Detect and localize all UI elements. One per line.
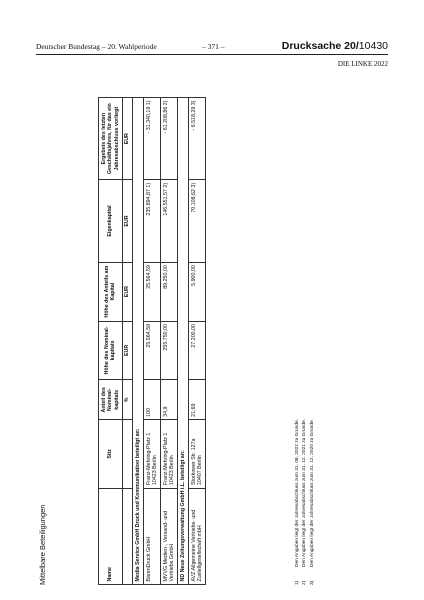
col-header-name: Name (99, 488, 123, 584)
footnote-marker: 2) (302, 580, 308, 585)
unit-cell-sitz (122, 420, 133, 488)
footnote-text: Den Angaben liegt der Jahresabschluss zum 31. 08. 2022 zu Grunde. (295, 419, 300, 567)
footnote-text: Den Angaben liegt der Jahresabschluss zum 31. 12. 2021 zu Grunde. (302, 419, 308, 567)
footnote-marker: 1) (295, 580, 300, 585)
cell-sitz: Franz-Mehring-Platz 1 10423 Berlin (144, 420, 161, 488)
cell-sitz: Franz-Mehring-Platz 1 10423 Berlin (161, 420, 178, 488)
cell-hoehe-nominal: 255.750,00 (161, 321, 178, 380)
unit-anteil: % (122, 380, 133, 420)
cell-anteil: 34,9 (161, 380, 178, 420)
group-label: Media Service GmbH Druck und Kommunikation beteiligt an: (133, 98, 144, 585)
cell-name: MVVG Medien-, Versand- und Vertriebs GmbH (161, 488, 178, 584)
cell-hoehe-nominal: 27.200,00 (189, 321, 206, 380)
cell-ergebnis: - 61.208,86 2) (161, 98, 178, 180)
cell-name: AVZ Allgemeine Vertriebs- und Zustellgesellschaft mbH (189, 488, 206, 584)
cell-hoehe-anteil: 5.900,00 (189, 262, 206, 321)
cell-hoehe-anteil: 25.564,59 (144, 262, 161, 321)
header-rule (36, 54, 388, 55)
rotated-content (36, 85, 336, 585)
footnote (294, 419, 301, 585)
col-header-ergebnis: Ergebnis des letzten Geschäftsjahres, für das ein Jahresabschluss vorliegt (99, 98, 123, 180)
units-row (122, 98, 133, 585)
cell-eigenkapital: 146.551,57 2) (161, 180, 178, 262)
page-header (36, 42, 388, 54)
cell-sitz: Storkower Str. 127a 10407 Berlin (189, 420, 206, 488)
footnote-marker: 3) (309, 580, 315, 585)
cell-hoehe-nominal: 25.564,59 (144, 321, 161, 380)
cell-ergebnis: - 6.518,29 3) (189, 98, 206, 180)
document-number (282, 40, 388, 52)
section-title: Mittelbare Beteiligungen (38, 504, 47, 585)
publication-title: Deutscher Bundestag – 20. Wahlperiode (36, 42, 157, 51)
group-row (133, 98, 144, 585)
table-row (189, 98, 206, 585)
unit-hoehe-anteil: EUR (122, 262, 133, 321)
footnote-text: Den Angaben liegt der Jahresabschluss zum 31. 12. 2020 zu Grunde. (309, 419, 315, 567)
holdings-table (98, 97, 206, 585)
col-header-sitz: Sitz (99, 420, 123, 488)
col-header-hoehe-nominal: Höhe des Nominal-kapitals (99, 321, 123, 380)
cell-name: BärenDruck GmbH (144, 488, 161, 584)
unit-ergebnis: EUR (122, 98, 133, 180)
footnotes (294, 419, 316, 585)
cell-anteil: 21,69 (189, 380, 206, 420)
table-row (161, 98, 178, 585)
document-number-value: 10430 (358, 40, 388, 52)
footnote (309, 419, 316, 585)
group-label: ND Neue Zeitungsverwaltung GmbH i.L. beteiligt an: (178, 98, 189, 585)
header-row (99, 98, 123, 585)
unit-hoehe-nominal: EUR (122, 321, 133, 380)
group-row (178, 98, 189, 585)
cell-hoehe-anteil: 89.250,00 (161, 262, 178, 321)
cell-anteil: 100 (144, 380, 161, 420)
document-number-label: Drucksache 20/ (281, 40, 359, 52)
table-row (144, 98, 161, 585)
page-number: – 371 – (202, 42, 225, 51)
col-header-anteil: Anteil des Nominal-kapitals (99, 380, 123, 420)
cell-ergebnis: - 31.340,19 1) (144, 98, 161, 180)
footnote (301, 419, 308, 585)
party-subheader: DIE LINKE 2022 (337, 60, 388, 68)
col-header-hoehe-anteil: Höhe des Anteils am Kapital (99, 262, 123, 321)
col-header-eigenkapital: Eigenkapital (99, 180, 123, 262)
cell-eigenkapital: 235.894,87 1) (144, 180, 161, 262)
cell-eigenkapital: 70.108,62 3) (189, 180, 206, 262)
unit-cell-name (122, 488, 133, 584)
unit-eigenkapital: EUR (122, 180, 133, 262)
